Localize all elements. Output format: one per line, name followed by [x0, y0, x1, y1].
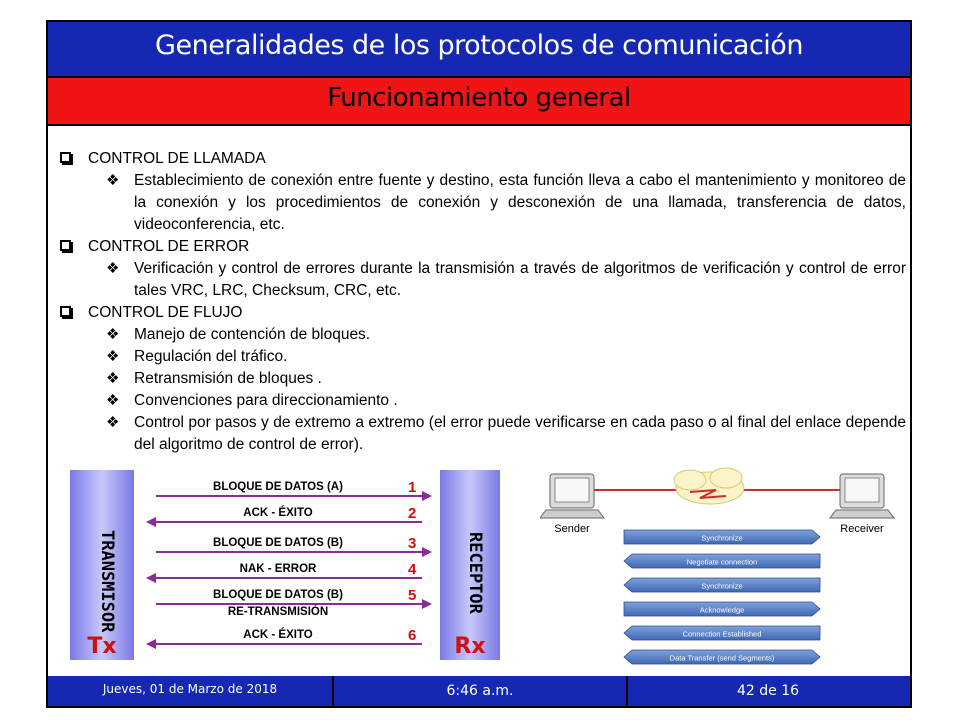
arrow-left-icon	[146, 517, 156, 527]
receiver-label: Receiver	[840, 523, 884, 535]
message-number: 4	[408, 561, 417, 578]
cloud-icon	[674, 468, 744, 504]
receiver-label: RECEPTOR	[465, 532, 485, 614]
diamond-bullet-icon: ❖	[106, 370, 120, 387]
step-label: Synchronize	[701, 581, 743, 591]
square-bullet-icon	[60, 306, 71, 317]
footer-bar	[48, 676, 910, 706]
step-label: Connection Established	[682, 629, 762, 639]
message-label: BLOQUE DE DATOS (B)	[213, 589, 343, 601]
message-number: 6	[408, 627, 417, 644]
message-number: 3	[408, 535, 417, 552]
diamond-bullet-icon: ❖	[106, 392, 120, 409]
footer-date: Jueves, 01 de Marzo de 2018	[102, 682, 278, 696]
arrow-right-icon	[422, 547, 432, 557]
step-label: Negotiate connection	[686, 557, 758, 567]
transmitter-label: TRANSMISOR	[97, 530, 117, 633]
square-bullet-icon	[60, 240, 71, 251]
receiver-computer-icon	[830, 474, 894, 518]
list-item: ❖ Control por pasos y de extremo a extremo (el error puede verificarse en cada paso o al final del enlace depende del algoritmo de control de error).	[106, 414, 906, 453]
message-label: NAK - ERROR	[239, 563, 317, 575]
diamond-bullet-icon: ❖	[106, 172, 120, 189]
tx-code: Tx	[87, 634, 117, 659]
list-item: ❖ Regulación del tráfico.	[60, 346, 906, 368]
message-arrows	[146, 479, 432, 649]
sender-label: Sender	[554, 523, 590, 535]
slide-title: Generalidades de los protocolos de comunicación	[155, 30, 803, 61]
tx-rx-diagram	[70, 470, 500, 662]
step-label: Synchronize	[701, 533, 743, 543]
message-label: ACK - ÉXITO	[243, 507, 313, 519]
subtitle-bar	[48, 78, 910, 126]
arrow-right-icon	[422, 599, 432, 609]
message-number: 2	[408, 505, 417, 522]
footer-time: 6:46 a.m.	[332, 676, 628, 706]
message-label: BLOQUE DE DATOS (B)	[213, 537, 343, 549]
message-label: BLOQUE DE DATOS (A)	[213, 481, 343, 493]
list-item: ❖ Establecimiento de conexión entre fuente y destino, esta función lleva a cabo el mantenimiento y monitoreo de la conexión y los procedimientos de conexión y desconexión de una llamada, transferencia de datos, videoconferencia, etc.	[106, 172, 906, 233]
handshake-diagram	[540, 466, 900, 668]
diamond-bullet-icon: ❖	[106, 414, 120, 431]
message-number: 5	[408, 587, 417, 604]
section-heading: CONTROL DE ERROR	[60, 236, 906, 258]
square-bullet-icon	[60, 152, 71, 163]
section-heading: CONTROL DE LLAMADA	[60, 148, 906, 170]
message-label: ACK - ÉXITO	[243, 629, 313, 641]
footer-page: 42 de 16	[736, 683, 800, 699]
diamond-bullet-icon: ❖	[106, 326, 120, 343]
handshake-steps	[624, 530, 820, 664]
content-body	[60, 148, 906, 456]
list-item: ❖ Convenciones para direccionamiento .	[60, 390, 906, 412]
message-number: 1	[408, 479, 417, 496]
title-bar	[48, 22, 910, 78]
list-item: ❖ Manejo de contención de bloques.	[60, 324, 906, 346]
arrow-left-icon	[146, 573, 156, 583]
diamond-bullet-icon: ❖	[106, 348, 120, 365]
list-item: ❖ Verificación y control de errores durante la transmisión a través de algoritmos de verificación y control de error tales VRC, LRC, Checksum, CRC, etc.	[106, 260, 906, 299]
sender-computer-icon	[540, 474, 604, 518]
list-item: ❖ Retransmisión de bloques .	[60, 368, 906, 390]
step-label: Acknowledge	[699, 605, 745, 615]
slide-subtitle: Funcionamiento general	[327, 83, 631, 113]
section-heading: CONTROL DE FLUJO	[60, 302, 906, 324]
diamond-bullet-icon: ❖	[106, 260, 120, 277]
message-label: RE-TRANSMISIÓN	[227, 606, 329, 618]
arrow-right-icon	[422, 491, 432, 501]
rx-code: Rx	[454, 634, 486, 659]
arrow-left-icon	[146, 639, 156, 649]
step-label: Data Transfer (send Segments)	[669, 653, 775, 663]
